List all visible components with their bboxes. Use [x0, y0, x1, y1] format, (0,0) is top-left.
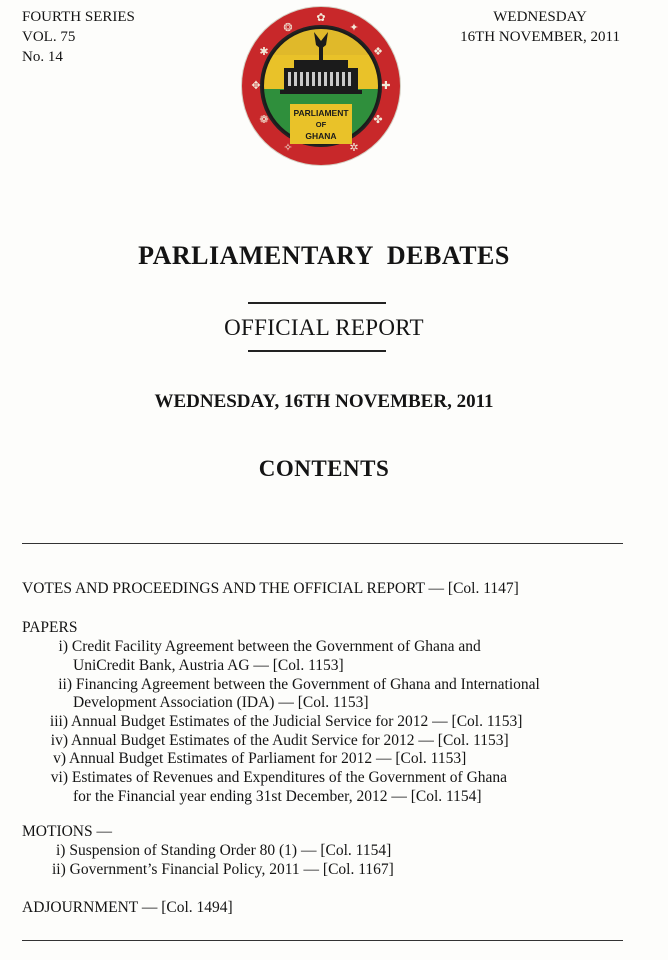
list-item: [22, 769, 507, 788]
issue-weekday: WEDNESDAY: [493, 9, 587, 25]
item-number: iv): [50, 732, 68, 749]
issue-number: No. 14: [22, 49, 63, 65]
svg-text:GHANA: GHANA: [305, 131, 337, 141]
svg-text:❁: ❁: [259, 113, 269, 126]
list-item: [22, 713, 522, 732]
contents-rule-bottom: [22, 940, 623, 941]
votes-entry: VOTES AND PROCEEDINGS AND THE OFFICIAL REPORT — [Col. 1147]: [22, 580, 519, 597]
parliament-seal-logo: [238, 5, 404, 167]
svg-text:✧: ✧: [283, 141, 293, 154]
motions-heading: MOTIONS —: [22, 823, 112, 840]
volume-label: VOL. 75: [22, 29, 76, 45]
list-item: [22, 750, 466, 769]
svg-text:✿: ✿: [316, 11, 326, 24]
svg-text:OF: OF: [315, 120, 327, 129]
item-text-line1: Annual Budget Estimates of Parliament for 2012 — [Col. 1153]: [69, 750, 467, 767]
svg-text:✥: ✥: [251, 79, 261, 92]
item-number: ii): [58, 676, 72, 693]
series-label: FOURTH SERIES: [22, 9, 135, 25]
item-number: v): [53, 750, 66, 767]
item-text-line1: Annual Budget Estimates of the Judicial Service for 2012 — [Col. 1153]: [71, 713, 523, 730]
title-divider-top: [248, 302, 386, 304]
contents-rule-top: [22, 543, 623, 544]
item-text-line2: UniCredit Bank, Austria AG — [Col. 1153]: [73, 657, 344, 674]
svg-text:PARLIAMENT: PARLIAMENT: [293, 108, 349, 118]
list-item: [22, 638, 481, 657]
item-text-line1: Estimates of Revenues and Expenditures of the Government of Ghana: [71, 769, 508, 786]
list-item: [22, 732, 509, 751]
list-item: ii) Government’s Financial Policy, 2011 — [Col. 1167]: [52, 861, 394, 878]
issue-date-text: 16TH NOVEMBER, 2011: [460, 29, 620, 45]
document-subtitle: OFFICIAL REPORT: [224, 315, 424, 340]
svg-text:✤: ✤: [373, 113, 383, 126]
item-text-line2: for the Financial year ending 31st December, 2012 — [Col. 1154]: [73, 788, 482, 805]
item-number: i): [58, 638, 68, 655]
report-date: WEDNESDAY, 16TH NOVEMBER, 2011: [154, 391, 494, 412]
series-info: [22, 7, 135, 67]
list-item: i) Suspension of Standing Order 80 (1) — [Col. 1154]: [56, 842, 392, 859]
item-text-line1: Credit Facility Agreement between the Government of Ghana and: [71, 638, 481, 655]
item-text-line2: Development Association (IDA) — [Col. 1153]: [73, 694, 369, 711]
item-number: iii): [49, 713, 68, 730]
item-number: vi): [50, 769, 68, 786]
svg-text:✱: ✱: [259, 45, 269, 58]
svg-text:✲: ✲: [349, 141, 359, 154]
svg-text:✦: ✦: [349, 21, 359, 34]
list-item: [22, 676, 540, 695]
svg-text:✚: ✚: [381, 79, 391, 92]
svg-text:❂: ❂: [283, 21, 293, 34]
svg-text:❖: ❖: [373, 45, 383, 58]
issue-date: [460, 7, 620, 47]
papers-heading: PAPERS: [22, 619, 78, 636]
adjournment-entry: ADJOURNMENT — [Col. 1494]: [22, 899, 233, 916]
title-divider-bottom: [248, 350, 386, 352]
contents-heading: CONTENTS: [258, 456, 390, 481]
document-title: PARLIAMENTARY DEBATES: [138, 241, 510, 270]
item-text-line1: Financing Agreement between the Government of Ghana and International: [75, 676, 540, 693]
item-text-line1: Annual Budget Estimates of the Audit Service for 2012 — [Col. 1153]: [71, 732, 509, 749]
